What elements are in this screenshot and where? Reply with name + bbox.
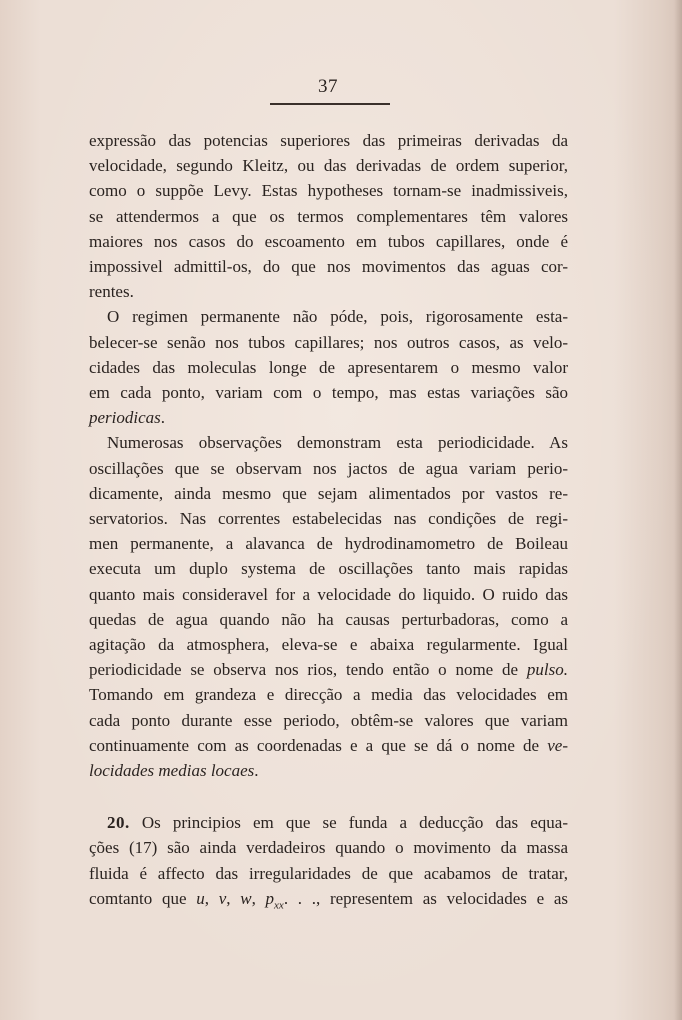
text-segment: comtanto que [89, 888, 197, 908]
text-line: oscillações que se observam nos jactos de agua variam perio- [89, 458, 568, 478]
text-line: maiores nos casos do escoamento em tubos capillares, onde é [89, 231, 568, 251]
page-edge-shadow [674, 0, 682, 1020]
text-line [89, 886, 568, 919]
text-line [89, 733, 568, 758]
text-line: men permanente, a alavanca de hydrodinamometro de Boileau [89, 534, 568, 554]
punctuation: , [251, 888, 266, 908]
ellipsis: . . . [283, 888, 316, 908]
text-line: como o suppõe Levy. Estas hypotheses tornam-se inadmissiveis, [89, 181, 568, 201]
text-line: ções (17) são ainda verdadeiros quando o movimento da massa [89, 838, 568, 858]
text-line: O regimen permanente não póde, pois, rigorosamente esta- [107, 307, 568, 327]
text-line: Tomando em grandeza e direcção a media das velocidades em [89, 685, 568, 705]
text-line: Numerosas observações demonstram esta periodicidade. As [107, 433, 568, 453]
text-segment: periodicidade se observa nos rios, tendo então o nome de [89, 660, 527, 680]
italic-term: pulso. [526, 660, 568, 680]
paragraph-1 [89, 128, 568, 304]
punctuation: , [226, 888, 241, 908]
punctuation: . [254, 761, 259, 781]
text-line: rentes. [89, 282, 134, 302]
section-20 [89, 810, 568, 918]
text-line [89, 758, 568, 783]
text-line: fluida é affecto das irregularidades de que acabamos de tratar, [89, 863, 568, 883]
text-line: quedas de agua quando não ha causas perturbadoras, como a [89, 609, 568, 629]
page-number: 37 [318, 76, 338, 97]
math-variable: v [218, 888, 227, 908]
text-line [89, 405, 568, 430]
section-gap [89, 783, 568, 810]
text-line: belecer-se senão nos tubos capillares; nos outros casos, as velo- [89, 332, 568, 352]
text-line: velocidade, segundo Kleitz, ou das derivadas de ordem superior, [89, 156, 568, 176]
text-segment: , representem as velocidades e as [316, 888, 569, 908]
section-number: 20. [107, 813, 130, 833]
text-line: em cada ponto, variam com o tempo, mas estas variações são [89, 383, 568, 403]
text-line: cidades das moleculas longe de apresentarem o mesmo valor [89, 357, 568, 377]
math-variable: u [196, 888, 205, 908]
text-line: executa um duplo systema de oscillações tanto mais rapidas [89, 559, 568, 579]
text-line [89, 810, 568, 835]
text-line: servatorios. Nas correntes estabelecidas nas condições de regi- [89, 509, 568, 529]
text-line: se attendermos a que os termos complementares têm valores [89, 206, 568, 226]
punctuation: , [204, 888, 219, 908]
header-rule [270, 103, 390, 105]
text-line: quanto mais consideravel for a velocidade do liquido. O ruido das [89, 584, 568, 604]
math-variable: p [265, 888, 275, 908]
text-segment: Os principios em que se funda a deducção das equa- [129, 813, 568, 833]
italic-term: periodicas [89, 408, 161, 428]
text-line: expressão das potencias superiores das primeiras derivadas da [89, 131, 568, 150]
body-text [89, 128, 568, 918]
text-line: cada ponto durante esse periodo, obtêm-se valores que variam [89, 710, 568, 730]
text-segment: continuamente com as coordenadas e a que se dá o nome de [89, 735, 548, 755]
math-subscript: xx [274, 899, 284, 912]
math-variable: w [240, 888, 252, 908]
italic-term: ve- [547, 735, 568, 755]
text-line: agitação da atmosphera, eleva-se e abaixa regularmente. Igual [89, 635, 568, 655]
text-line: dicamente, ainda mesmo que sejam alimentados por vastos re- [89, 483, 568, 503]
paragraph-2 [89, 304, 568, 430]
paragraph-3 [89, 430, 568, 783]
italic-term: locidades medias locaes [89, 761, 255, 781]
text-line [89, 657, 568, 682]
punctuation: . [160, 408, 166, 428]
text-line: impossivel admittil-os, do que nos movimentos das aguas cor- [89, 257, 568, 277]
